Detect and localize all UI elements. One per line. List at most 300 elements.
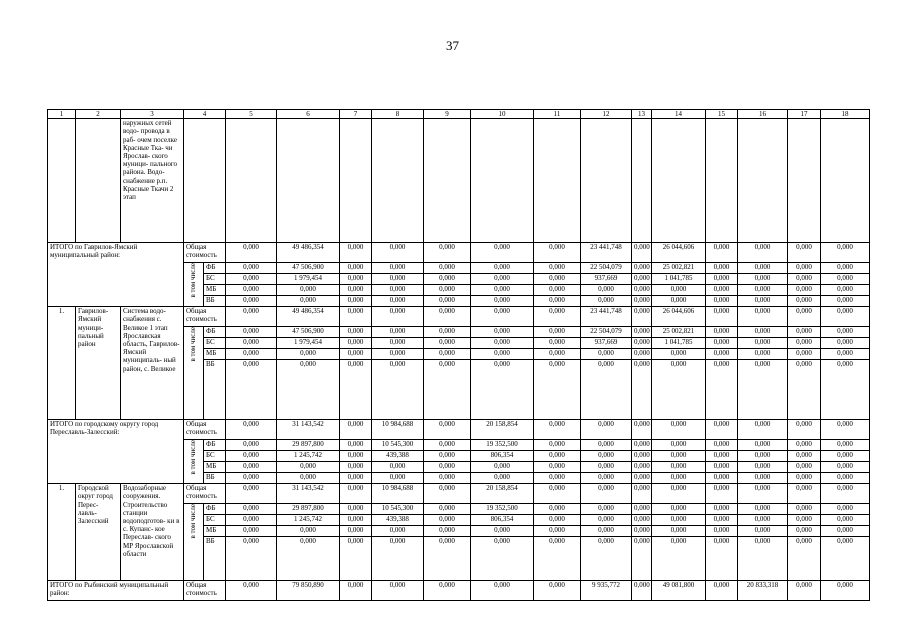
value-cell: 10 545,300 xyxy=(372,440,424,451)
value-cell: 0,000 xyxy=(788,515,821,526)
value-cell: 0,000 xyxy=(340,484,372,504)
total-cost-label: Общая стоимость xyxy=(184,243,226,263)
fund-label: МБ xyxy=(204,285,226,296)
value-cell: 1 041,785 xyxy=(652,338,706,349)
column-header: 14 xyxy=(652,110,706,119)
value-cell: 26 044,606 xyxy=(652,243,706,263)
value-cell: 0,000 xyxy=(652,473,706,484)
fund-label: МБ xyxy=(204,349,226,360)
value-cell: 0,000 xyxy=(471,462,534,473)
fund-label: ФБ xyxy=(204,327,226,338)
value-cell: 0,000 xyxy=(471,285,534,296)
value-cell: 0,000 xyxy=(821,451,870,462)
value-cell: 0,000 xyxy=(534,451,581,462)
value-cell: 0,000 xyxy=(738,263,788,274)
value-cell: 29 897,800 xyxy=(277,504,340,515)
value-cell: 0,000 xyxy=(706,296,738,307)
value-cell: 0,000 xyxy=(277,349,340,360)
value-cell: 0,000 xyxy=(632,451,652,462)
value-cell: 1 979,454 xyxy=(277,338,340,349)
column-header: 3 xyxy=(121,110,184,119)
value-cell: 0,000 xyxy=(581,515,632,526)
column-header: 15 xyxy=(706,110,738,119)
value-cell: 0,000 xyxy=(632,243,652,263)
value-cell: 0,000 xyxy=(581,537,632,581)
value-cell: 0,000 xyxy=(471,307,534,327)
value-cell: 0,000 xyxy=(738,296,788,307)
value-cell: 0,000 xyxy=(788,537,821,581)
column-header: 17 xyxy=(788,110,821,119)
continuation-row xyxy=(48,119,870,243)
value-cell: 0,000 xyxy=(652,451,706,462)
fund-label: ВБ xyxy=(204,473,226,484)
value-cell: 0,000 xyxy=(788,420,821,440)
table-cell xyxy=(534,119,581,243)
fund-label: БС xyxy=(204,515,226,526)
project-row xyxy=(48,307,870,327)
value-cell: 0,000 xyxy=(632,263,652,274)
value-cell: 1 979,454 xyxy=(277,274,340,285)
district-name: Городской округ город Перес- лавль- Залесский xyxy=(76,484,121,581)
value-cell: 20 158,854 xyxy=(471,420,534,440)
header-row xyxy=(48,110,870,119)
value-cell: 0,000 xyxy=(821,338,870,349)
value-cell: 0,000 xyxy=(788,440,821,451)
value-cell: 0,000 xyxy=(581,296,632,307)
value-cell: 0,000 xyxy=(277,473,340,484)
value-cell: 0,000 xyxy=(738,420,788,440)
value-cell: 0,000 xyxy=(632,349,652,360)
value-cell: 0,000 xyxy=(340,274,372,285)
value-cell: 0,000 xyxy=(652,420,706,440)
value-cell: 0,000 xyxy=(340,338,372,349)
value-cell: 0,000 xyxy=(821,296,870,307)
table-cell xyxy=(424,119,471,243)
value-cell: 0,000 xyxy=(340,526,372,537)
value-cell: 0,000 xyxy=(424,285,471,296)
fund-label: ВБ xyxy=(204,537,226,581)
value-cell: 0,000 xyxy=(788,526,821,537)
value-cell: 0,000 xyxy=(581,504,632,515)
value-cell: 0,000 xyxy=(581,349,632,360)
value-cell: 0,000 xyxy=(424,462,471,473)
value-cell: 0,000 xyxy=(471,338,534,349)
value-cell: 0,000 xyxy=(340,349,372,360)
column-header: 13 xyxy=(632,110,652,119)
value-cell: 0,000 xyxy=(706,274,738,285)
value-cell: 0,000 xyxy=(788,243,821,263)
value-cell: 0,000 xyxy=(226,484,277,504)
value-cell: 22 504,079 xyxy=(581,327,632,338)
value-cell: 0,000 xyxy=(632,473,652,484)
fund-label: ВБ xyxy=(204,360,226,420)
value-cell: 10 984,688 xyxy=(372,484,424,504)
value-cell: 0,000 xyxy=(632,274,652,285)
value-cell: 0,000 xyxy=(424,473,471,484)
value-cell: 25 002,821 xyxy=(652,263,706,274)
value-cell: 0,000 xyxy=(738,440,788,451)
total-label: ИТОГО по городскому округу город Переславль-Залесский: xyxy=(48,420,184,484)
value-cell: 0,000 xyxy=(581,285,632,296)
fund-label: МБ xyxy=(204,462,226,473)
value-cell: 0,000 xyxy=(424,243,471,263)
total-row xyxy=(48,420,870,440)
column-header: 12 xyxy=(581,110,632,119)
value-cell: 0,000 xyxy=(632,360,652,420)
incl-label-text: в том числе xyxy=(189,327,198,362)
value-cell: 0,000 xyxy=(632,537,652,581)
table-cell xyxy=(48,119,76,243)
table-cell xyxy=(226,119,277,243)
value-cell: 0,000 xyxy=(226,420,277,440)
table-cell xyxy=(821,119,870,243)
value-cell: 0,000 xyxy=(424,420,471,440)
value-cell: 0,000 xyxy=(277,537,340,581)
value-cell: 0,000 xyxy=(738,484,788,504)
object-description: наружных сетей водо- провода в раб- очем поселке Красные Тка- чи Ярослав- ского муници- пального района. Водо- снабжение р.п. Красные Ткачи 2 этап xyxy=(121,119,184,243)
value-cell: 9 935,772 xyxy=(581,581,632,601)
value-cell: 0,000 xyxy=(534,420,581,440)
value-cell: 29 897,800 xyxy=(277,440,340,451)
value-cell: 0,000 xyxy=(534,537,581,581)
value-cell: 49 486,354 xyxy=(277,243,340,263)
value-cell: 0,000 xyxy=(226,440,277,451)
value-cell: 0,000 xyxy=(372,462,424,473)
value-cell: 0,000 xyxy=(534,440,581,451)
value-cell: 0,000 xyxy=(738,537,788,581)
fund-label: БС xyxy=(204,274,226,285)
value-cell: 0,000 xyxy=(652,285,706,296)
value-cell: 0,000 xyxy=(372,285,424,296)
value-cell: 1 041,785 xyxy=(652,274,706,285)
value-cell: 0,000 xyxy=(534,515,581,526)
value-cell: 0,000 xyxy=(471,296,534,307)
value-cell: 0,000 xyxy=(581,473,632,484)
table-cell xyxy=(184,119,226,243)
value-cell: 0,000 xyxy=(821,526,870,537)
value-cell: 0,000 xyxy=(471,360,534,420)
value-cell: 0,000 xyxy=(652,296,706,307)
value-cell: 0,000 xyxy=(788,504,821,515)
value-cell: 0,000 xyxy=(424,504,471,515)
value-cell: 0,000 xyxy=(632,440,652,451)
fund-label: МБ xyxy=(204,526,226,537)
value-cell: 0,000 xyxy=(581,360,632,420)
object-description: Система водо- снабжения с. Великое 1 этап Ярославская область, Гаврилов- Ямский муниципаль- ный район, с. Великое xyxy=(121,307,184,420)
total-label: ИТОГО по Гаврилов-Ямский муниципальный район: xyxy=(48,243,184,307)
value-cell: 0,000 xyxy=(340,360,372,420)
value-cell: 0,000 xyxy=(632,307,652,327)
value-cell: 0,000 xyxy=(372,338,424,349)
value-cell: 0,000 xyxy=(738,307,788,327)
value-cell: 0,000 xyxy=(788,274,821,285)
value-cell: 0,000 xyxy=(424,263,471,274)
value-cell: 0,000 xyxy=(340,285,372,296)
value-cell: 0,000 xyxy=(372,243,424,263)
value-cell: 0,000 xyxy=(372,526,424,537)
value-cell: 0,000 xyxy=(340,307,372,327)
table-cell xyxy=(706,119,738,243)
value-cell: 0,000 xyxy=(738,526,788,537)
value-cell: 0,000 xyxy=(788,338,821,349)
column-header: 7 xyxy=(340,110,372,119)
table-cell xyxy=(277,119,340,243)
value-cell: 0,000 xyxy=(424,581,471,601)
value-cell: 0,000 xyxy=(277,462,340,473)
column-header: 5 xyxy=(226,110,277,119)
object-description: Водозаборные сооружения. Строительство станции водоподготов- ки в с. Купанс- кое Переслав- ского МР Ярославской области xyxy=(121,484,184,581)
value-cell: 22 504,079 xyxy=(581,263,632,274)
value-cell: 0,000 xyxy=(632,296,652,307)
value-cell: 0,000 xyxy=(226,338,277,349)
value-cell: 0,000 xyxy=(821,420,870,440)
value-cell: 0,000 xyxy=(471,274,534,285)
table-cell xyxy=(738,119,788,243)
value-cell: 0,000 xyxy=(706,473,738,484)
value-cell: 0,000 xyxy=(706,263,738,274)
value-cell: 0,000 xyxy=(788,360,821,420)
value-cell: 0,000 xyxy=(821,515,870,526)
value-cell: 0,000 xyxy=(424,526,471,537)
value-cell: 0,000 xyxy=(226,263,277,274)
value-cell: 0,000 xyxy=(534,473,581,484)
value-cell: 10 984,688 xyxy=(372,420,424,440)
value-cell: 0,000 xyxy=(706,285,738,296)
value-cell: 0,000 xyxy=(534,581,581,601)
value-cell: 0,000 xyxy=(340,263,372,274)
value-cell: 0,000 xyxy=(652,526,706,537)
value-cell: 0,000 xyxy=(534,360,581,420)
value-cell: 0,000 xyxy=(788,327,821,338)
value-cell: 0,000 xyxy=(226,360,277,420)
value-cell: 1 245,742 xyxy=(277,515,340,526)
value-cell: 0,000 xyxy=(706,526,738,537)
column-header: 4 xyxy=(184,110,226,119)
value-cell: 1 245,742 xyxy=(277,451,340,462)
incl-label-text: в том числе xyxy=(189,440,198,475)
budget-table xyxy=(47,109,870,601)
value-cell: 0,000 xyxy=(821,440,870,451)
value-cell: 20 158,854 xyxy=(471,484,534,504)
total-label: ИТОГО по Рыбинский муниципальный район: xyxy=(48,581,184,601)
value-cell: 0,000 xyxy=(226,285,277,296)
value-cell: 0,000 xyxy=(706,338,738,349)
value-cell: 0,000 xyxy=(534,243,581,263)
value-cell: 0,000 xyxy=(821,537,870,581)
value-cell: 0,000 xyxy=(424,440,471,451)
value-cell: 0,000 xyxy=(738,504,788,515)
value-cell: 0,000 xyxy=(821,327,870,338)
project-row xyxy=(48,484,870,504)
value-cell: 0,000 xyxy=(424,327,471,338)
value-cell: 0,000 xyxy=(424,296,471,307)
fund-label: ВБ xyxy=(204,296,226,307)
value-cell: 0,000 xyxy=(821,349,870,360)
value-cell: 0,000 xyxy=(226,451,277,462)
value-cell: 0,000 xyxy=(471,263,534,274)
value-cell: 0,000 xyxy=(738,285,788,296)
value-cell: 0,000 xyxy=(471,581,534,601)
value-cell: 49 486,354 xyxy=(277,307,340,327)
value-cell: 0,000 xyxy=(372,296,424,307)
value-cell: 0,000 xyxy=(821,462,870,473)
value-cell: 0,000 xyxy=(471,473,534,484)
value-cell: 0,000 xyxy=(788,263,821,274)
value-cell: 0,000 xyxy=(277,360,340,420)
value-cell: 0,000 xyxy=(340,462,372,473)
value-cell: 49 081,800 xyxy=(652,581,706,601)
value-cell: 0,000 xyxy=(340,243,372,263)
value-cell: 0,000 xyxy=(706,420,738,440)
table-cell xyxy=(652,119,706,243)
value-cell: 31 143,542 xyxy=(277,420,340,440)
value-cell: 439,388 xyxy=(372,515,424,526)
value-cell: 0,000 xyxy=(652,484,706,504)
value-cell: 0,000 xyxy=(534,307,581,327)
value-cell: 0,000 xyxy=(340,296,372,307)
value-cell: 0,000 xyxy=(424,537,471,581)
value-cell: 0,000 xyxy=(706,307,738,327)
column-header: 10 xyxy=(471,110,534,119)
value-cell: 0,000 xyxy=(821,360,870,420)
column-header: 6 xyxy=(277,110,340,119)
value-cell: 0,000 xyxy=(738,360,788,420)
fund-label: ФБ xyxy=(204,263,226,274)
total-cost-label: Общая стоимость xyxy=(184,307,226,327)
value-cell: 0,000 xyxy=(226,274,277,285)
value-cell: 439,388 xyxy=(372,451,424,462)
value-cell: 0,000 xyxy=(632,462,652,473)
value-cell: 0,000 xyxy=(471,349,534,360)
value-cell: 0,000 xyxy=(652,515,706,526)
value-cell: 0,000 xyxy=(226,581,277,601)
total-cost-label: Общая стоимость xyxy=(184,581,226,601)
value-cell: 0,000 xyxy=(226,504,277,515)
value-cell: 47 506,900 xyxy=(277,327,340,338)
value-cell: 19 352,500 xyxy=(471,440,534,451)
district-name: Гаврилов- Ямский муници- пальный район xyxy=(76,307,121,420)
value-cell: 0,000 xyxy=(821,263,870,274)
value-cell: 0,000 xyxy=(738,338,788,349)
value-cell: 0,000 xyxy=(821,285,870,296)
incl-label-text: в том числе xyxy=(189,504,198,539)
value-cell: 0,000 xyxy=(534,484,581,504)
row-number: 1. xyxy=(48,484,76,581)
value-cell: 0,000 xyxy=(652,349,706,360)
value-cell: 0,000 xyxy=(788,296,821,307)
value-cell: 0,000 xyxy=(706,515,738,526)
value-cell: 0,000 xyxy=(632,515,652,526)
value-cell: 0,000 xyxy=(581,420,632,440)
value-cell: 0,000 xyxy=(706,440,738,451)
table-cell xyxy=(340,119,372,243)
value-cell: 0,000 xyxy=(226,537,277,581)
value-cell: 0,000 xyxy=(226,349,277,360)
value-cell: 937,669 xyxy=(581,338,632,349)
value-cell: 0,000 xyxy=(340,537,372,581)
value-cell: 0,000 xyxy=(738,349,788,360)
value-cell: 0,000 xyxy=(424,274,471,285)
value-cell: 0,000 xyxy=(738,515,788,526)
value-cell: 0,000 xyxy=(652,504,706,515)
value-cell: 47 506,900 xyxy=(277,263,340,274)
value-cell: 0,000 xyxy=(372,581,424,601)
value-cell: 0,000 xyxy=(738,327,788,338)
value-cell: 0,000 xyxy=(340,504,372,515)
incl-label xyxy=(184,327,204,420)
value-cell: 23 441,748 xyxy=(581,307,632,327)
value-cell: 20 833,318 xyxy=(738,581,788,601)
value-cell: 0,000 xyxy=(632,285,652,296)
value-cell: 0,000 xyxy=(821,243,870,263)
value-cell: 0,000 xyxy=(226,243,277,263)
value-cell: 26 044,606 xyxy=(652,307,706,327)
value-cell: 0,000 xyxy=(706,504,738,515)
value-cell: 0,000 xyxy=(706,484,738,504)
row-number: 1. xyxy=(48,307,76,420)
incl-label xyxy=(184,504,204,581)
value-cell: 0,000 xyxy=(706,327,738,338)
value-cell: 0,000 xyxy=(534,526,581,537)
value-cell: 0,000 xyxy=(738,451,788,462)
value-cell: 0,000 xyxy=(821,484,870,504)
value-cell: 0,000 xyxy=(226,296,277,307)
value-cell: 0,000 xyxy=(534,327,581,338)
value-cell: 0,000 xyxy=(821,473,870,484)
value-cell: 806,354 xyxy=(471,515,534,526)
value-cell: 0,000 xyxy=(821,504,870,515)
value-cell: 0,000 xyxy=(632,338,652,349)
column-header: 16 xyxy=(738,110,788,119)
value-cell: 0,000 xyxy=(632,327,652,338)
column-header: 1 xyxy=(48,110,76,119)
value-cell: 0,000 xyxy=(226,462,277,473)
value-cell: 0,000 xyxy=(340,473,372,484)
value-cell: 0,000 xyxy=(424,515,471,526)
page-number: 37 xyxy=(446,38,459,53)
value-cell: 0,000 xyxy=(706,462,738,473)
column-header: 11 xyxy=(534,110,581,119)
value-cell: 0,000 xyxy=(424,338,471,349)
column-header: 2 xyxy=(76,110,121,119)
value-cell: 0,000 xyxy=(706,243,738,263)
value-cell: 0,000 xyxy=(652,462,706,473)
value-cell: 0,000 xyxy=(788,451,821,462)
value-cell: 0,000 xyxy=(277,526,340,537)
table-cell xyxy=(372,119,424,243)
value-cell: 0,000 xyxy=(372,349,424,360)
table-cell xyxy=(788,119,821,243)
value-cell: 10 545,300 xyxy=(372,504,424,515)
value-cell: 0,000 xyxy=(340,451,372,462)
value-cell: 19 352,500 xyxy=(471,504,534,515)
value-cell: 0,000 xyxy=(738,274,788,285)
value-cell: 0,000 xyxy=(632,484,652,504)
value-cell: 0,000 xyxy=(534,296,581,307)
value-cell: 0,000 xyxy=(424,360,471,420)
value-cell: 0,000 xyxy=(788,473,821,484)
value-cell: 0,000 xyxy=(788,349,821,360)
value-cell: 0,000 xyxy=(632,581,652,601)
value-cell: 0,000 xyxy=(706,581,738,601)
fund-label: ФБ xyxy=(204,440,226,451)
value-cell: 0,000 xyxy=(581,451,632,462)
value-cell: 0,000 xyxy=(424,307,471,327)
value-cell: 0,000 xyxy=(372,327,424,338)
total-row xyxy=(48,243,870,263)
incl-label xyxy=(184,440,204,484)
final-total-row xyxy=(48,581,870,601)
